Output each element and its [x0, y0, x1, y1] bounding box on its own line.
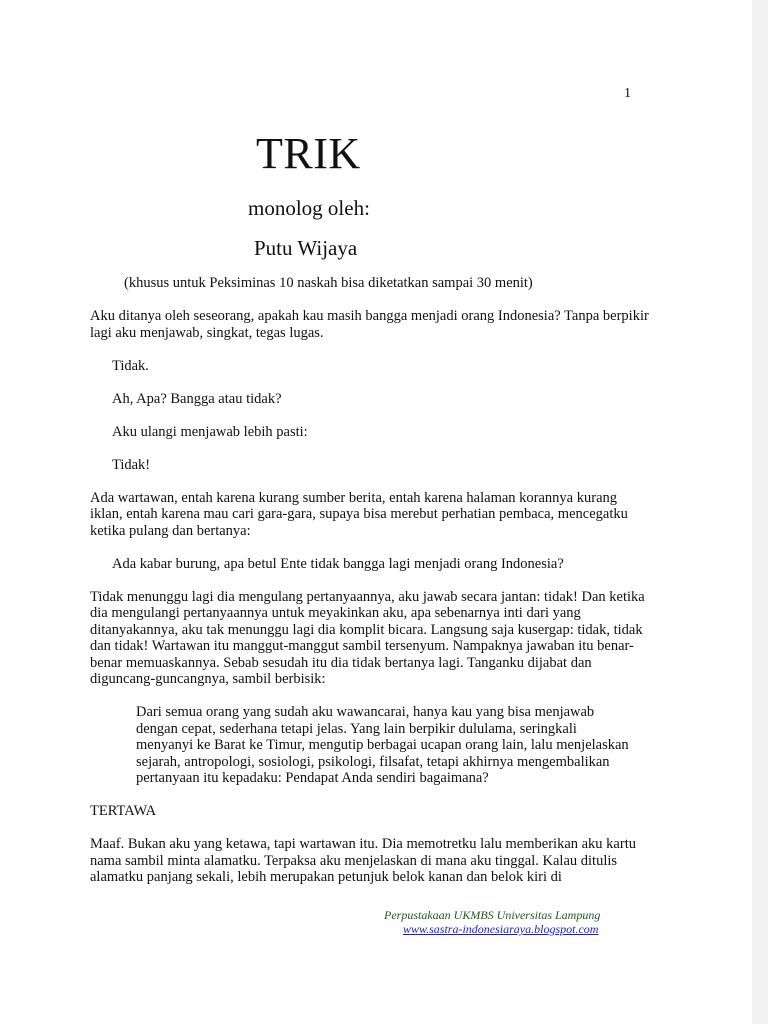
- paragraph: Ada wartawan, entah karena kurang sumber berita, entah karena halaman korannya kurang iklan, entah karena mau cari gara-gara, supaya bisa merebut perhatian pembaca, mencegatku ketika pulang dan bertanya:: [90, 489, 628, 539]
- paragraph: Aku ditanya oleh seseorang, apakah kau masih bangga menjadi orang Indonesia? Tanpa berpikir lagi aku menjawab, singkat, tegas lugas.: [90, 308, 649, 341]
- dialogue-line: Aku ulangi menjawab lebih pasti:: [112, 423, 308, 440]
- monolog-body: [90, 308, 650, 902]
- footer-website-link[interactable]: www.sastra-indonesiaraya.blogspot.com: [403, 922, 599, 936]
- stage-direction: TERTAWA: [90, 803, 157, 819]
- page-title: TRIK: [256, 129, 361, 178]
- performance-note: (khusus untuk Peksiminas 10 naskah bisa diketatkan sampai 30 menit): [124, 275, 533, 291]
- paragraph: Tidak menunggu lagi dia mengulang pertanyaannya, aku jawab secara jantan: tidak! Dan ketika dia mengulangi pertanyaannya untuk meyakinkan aku, apa sebenarnya inti dari yang ditanyakannya, aku tak menunggu lagi dia komplit bicara. Langsung saja kusergap: tidak, tidak dan tidak! Wartawan itu manggut-manggut sambil tersenyum. Nampaknya jawaban itu benar-benar memuaskannya. Sebab sesudah itu dia tidak bertanya lagi. Tanganku dijabat dan diguncang-guncangnya, sambil berbisik:: [90, 588, 645, 687]
- dialogue-line: Tidak!: [112, 456, 151, 473]
- quoted-block: Dari semua orang yang sudah aku wawancarai, hanya kau yang bisa menjawab dengan cepat, sederhana tetapi jelas. Yang lain berpikir dululama, seringkali menyanyi ke Barat ke Timur, mengutip berbagai ucapan orang lain, lalu menjelaskan sejarah, antropologi, sosiologi, psikologi, filsafat, tetapi akhirnya mengembalikan pertanyaan itu kepadaku: Pendapat Anda sendiri bagaimana?: [136, 704, 629, 786]
- paragraph: Maaf. Bukan aku yang ketawa, tapi wartawan itu. Dia memotretku lalu memberikan aku kartu nama sambil minta alamatku. Terpaksa aku menjelaskan di mana aku tinggal. Kalau ditulis alamatku panjang sekali, lebih merupakan petunjuk belok kanan dan belok kiri di: [90, 836, 636, 885]
- page-number: 1: [624, 86, 631, 101]
- author-name: Putu Wijaya: [254, 236, 358, 260]
- subtitle: monolog oleh:: [248, 196, 370, 220]
- viewer-scrollbar-track[interactable]: [752, 0, 768, 1024]
- dialogue-line: Ada kabar burung, apa betul Ente tidak bangga lagi menjadi orang Indonesia?: [112, 555, 564, 572]
- dialogue-line: Ah, Apa? Bangga atau tidak?: [112, 390, 282, 407]
- dialogue-line: Tidak.: [112, 357, 149, 374]
- footer-library-name: Perpustakaan UKMBS Universitas Lampung: [384, 908, 601, 922]
